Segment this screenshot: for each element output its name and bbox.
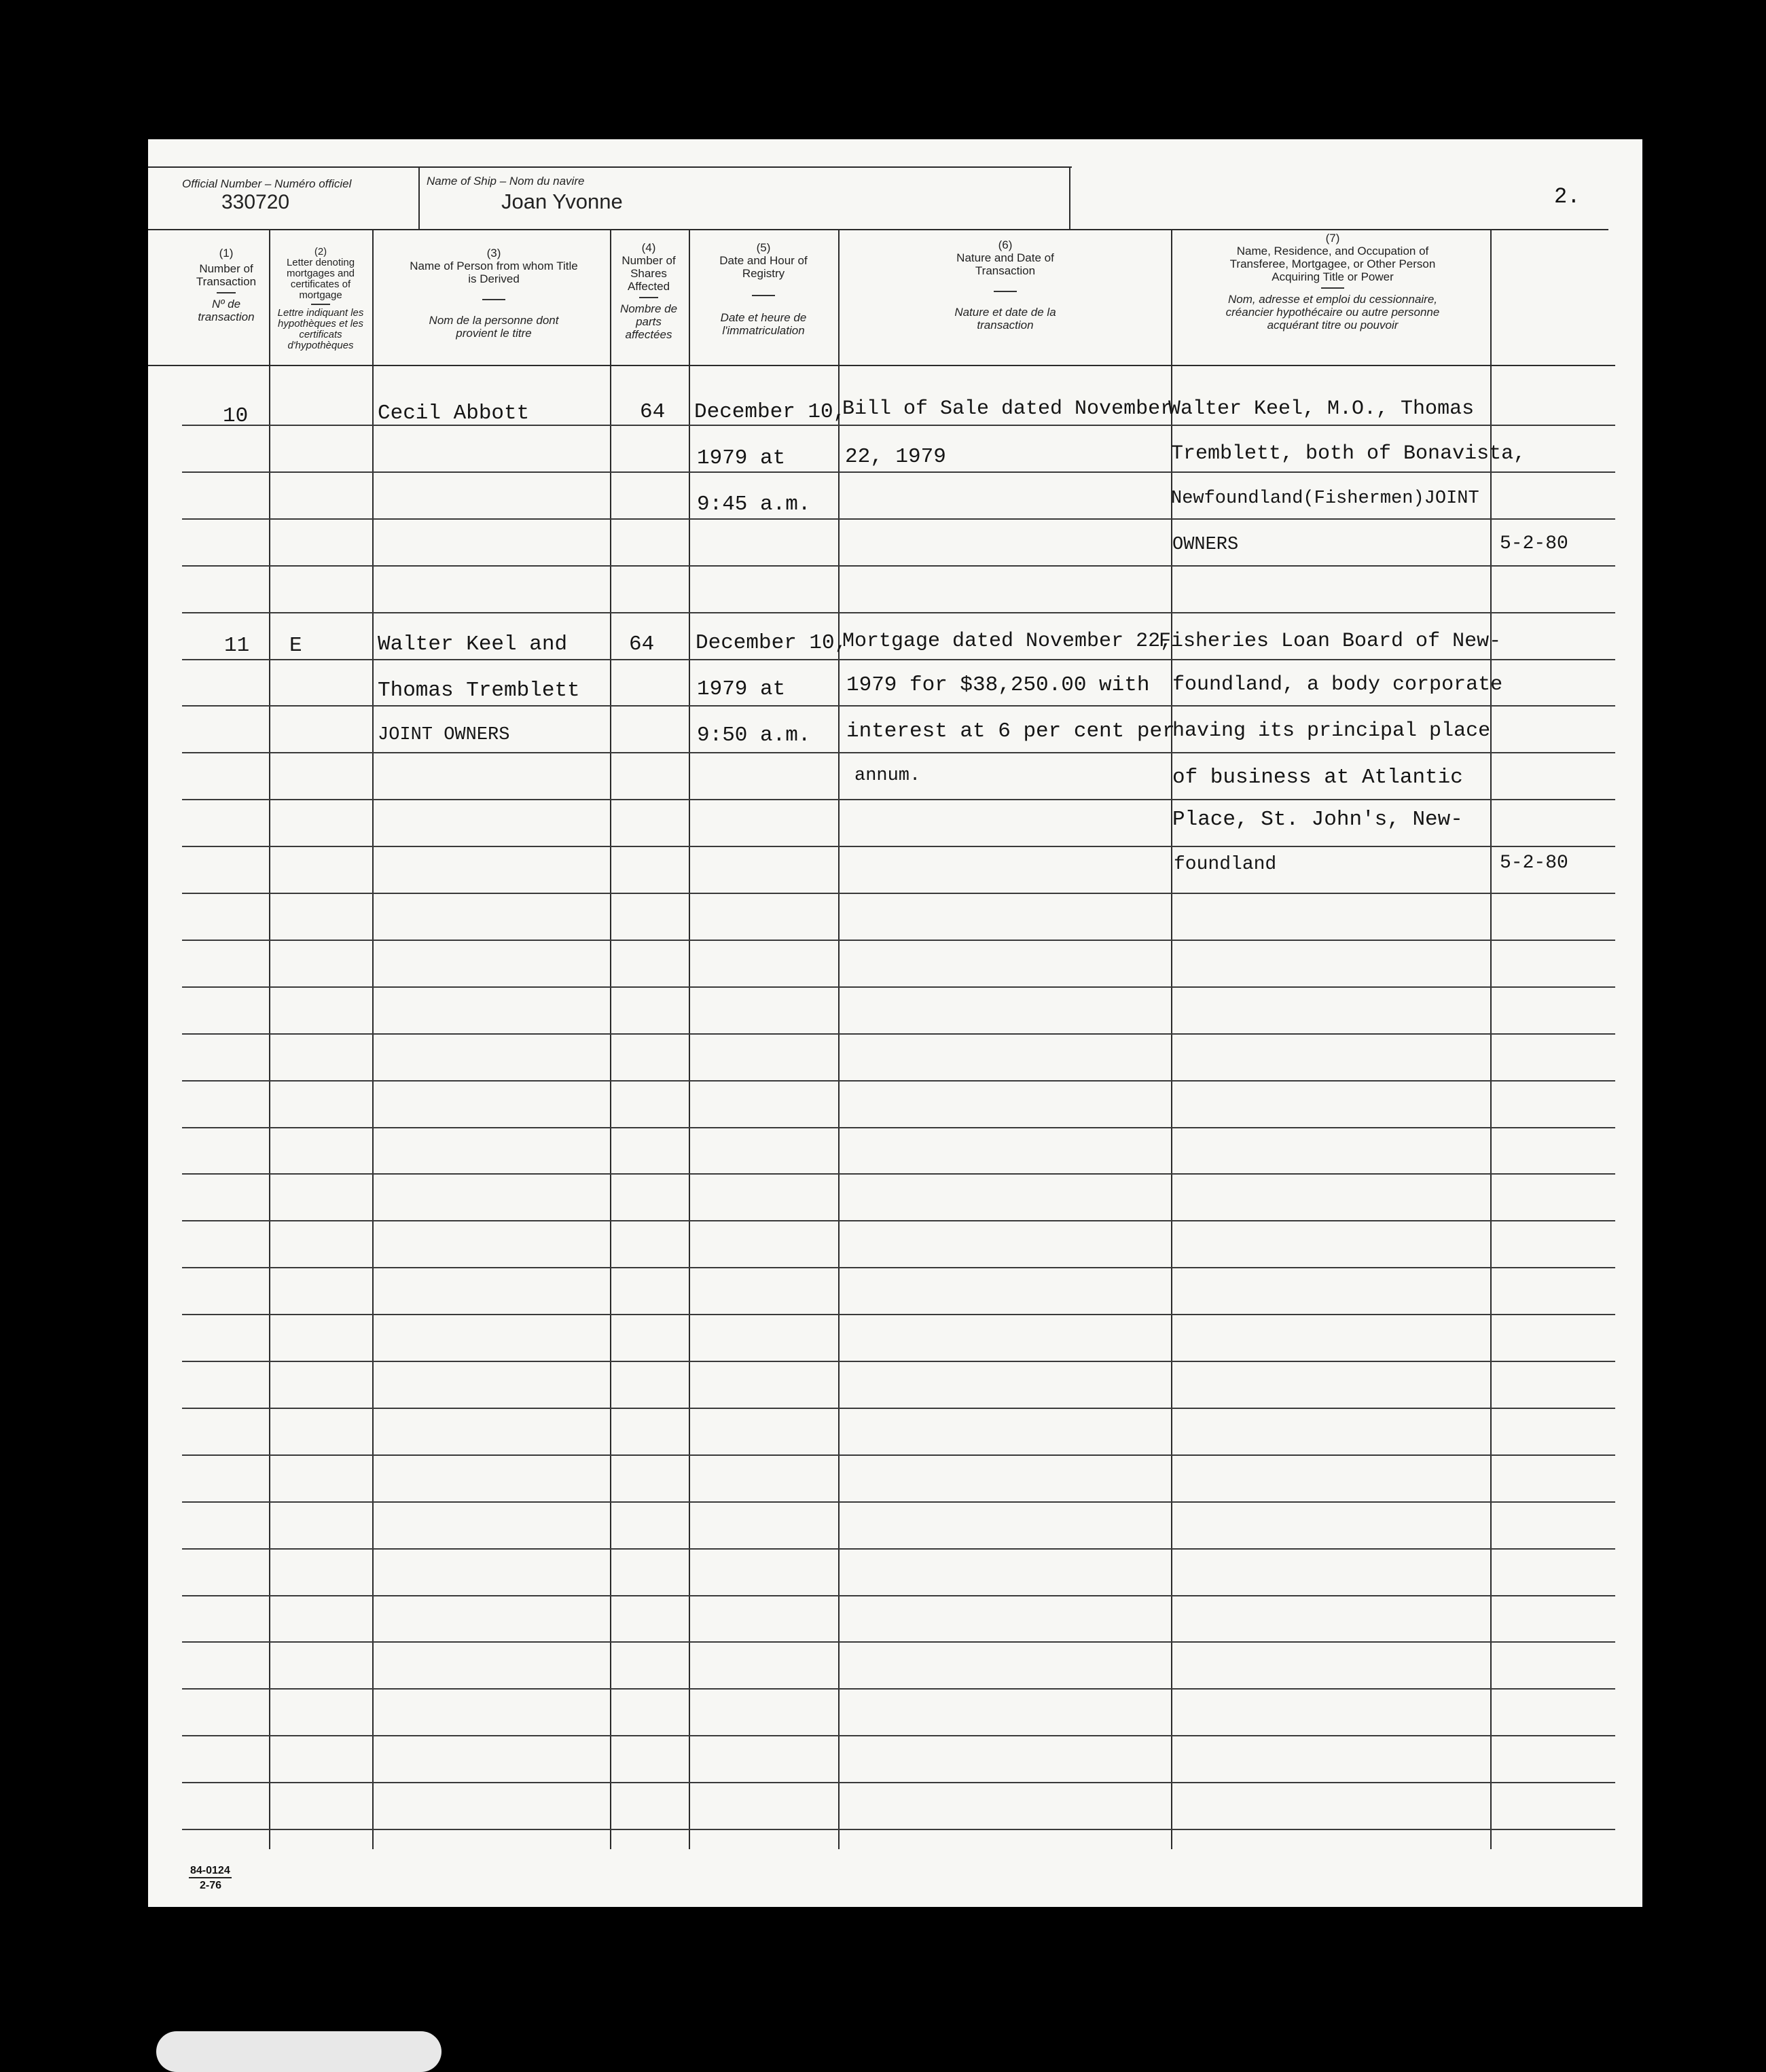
- ruled-line: [182, 659, 1615, 660]
- ruled-line: [182, 1548, 1615, 1550]
- ruled-line: [182, 1595, 1615, 1596]
- transferee-line: Walter Keel, M.O., Thomas: [1168, 397, 1475, 421]
- header-ship-box-left: [418, 166, 420, 229]
- column-header-top-rule: [148, 229, 1608, 230]
- ruled-line: [182, 1314, 1615, 1315]
- date-note: 5-2-80: [1500, 853, 1568, 874]
- register-page: [148, 139, 1642, 1907]
- transferee-line: of business at Atlantic: [1172, 766, 1463, 789]
- column-number: (1): [219, 247, 234, 260]
- ship-name-label: Name of Ship – Nom du navire: [427, 175, 585, 187]
- registry-line: December 10,: [694, 400, 846, 424]
- transferee-line: Fisheries Loan Board of New-: [1159, 630, 1502, 653]
- column-number: (5): [756, 241, 771, 254]
- ruled-line: [182, 893, 1615, 894]
- ruled-line: [182, 471, 1615, 473]
- scan-edge: [156, 2031, 442, 2072]
- column-title-en: Number of Transaction: [196, 262, 257, 288]
- ruled-line: [182, 1173, 1615, 1175]
- column-title-en: Date and Hour of Registry: [719, 254, 808, 280]
- column-header-7: [1176, 232, 1489, 332]
- nature-line: Bill of Sale dated November: [842, 397, 1173, 421]
- column-number: (4): [641, 241, 656, 254]
- form-number: 84-0124: [189, 1865, 232, 1878]
- ruled-line: [182, 1127, 1615, 1128]
- column-header-6: [842, 238, 1168, 332]
- ruled-line: [182, 1501, 1615, 1503]
- header-ship-box-right: [1069, 166, 1070, 229]
- from-line: Walter Keel and: [378, 632, 568, 656]
- column-number: (3): [486, 247, 501, 260]
- registry-line: 1979 at: [697, 677, 786, 701]
- ruled-line: [182, 1033, 1615, 1035]
- header-top-rule: [148, 166, 1072, 168]
- transferee-line: Tremblett, both of Bonavista,: [1171, 442, 1526, 465]
- nature-line: annum.: [854, 766, 921, 786]
- nature-line: Mortgage dated November 22,: [842, 630, 1173, 653]
- ruled-line: [182, 1220, 1615, 1221]
- transferee-line: having its principal place: [1172, 719, 1491, 743]
- ruled-line: [182, 1408, 1615, 1409]
- ruled-line: [182, 799, 1615, 800]
- transferee-line: foundland: [1174, 854, 1277, 875]
- column-title-en: Name, Residence, and Occupation of Transferee, Mortgagee, or Other Person Acquiring Title or Power: [1229, 245, 1436, 283]
- column-dash: [482, 299, 505, 300]
- column-title-en: Nature and Date of Transaction: [956, 251, 1054, 277]
- column-dash: [994, 291, 1017, 292]
- ruled-line: [182, 518, 1615, 520]
- official-number-label: Official Number – Numéro officiel: [182, 177, 352, 190]
- ruled-line: [182, 1782, 1615, 1783]
- column-title-fr: Lettre indiquant les hypothèques et les certificats d'hypothèques: [277, 307, 364, 351]
- registry-line: December 10,: [696, 631, 848, 655]
- transaction-number: 11: [224, 634, 250, 658]
- ruled-line: [182, 705, 1615, 707]
- transaction-number: 10: [223, 404, 249, 428]
- ruled-line: [182, 752, 1615, 753]
- column-title-fr: Nom, adresse et emploi du cessionnaire, créancier hypothécaire ou autre personne acquérant titre ou pouvoir: [1225, 293, 1440, 332]
- from-line: Thomas Tremblett: [378, 679, 580, 702]
- column-number: (6): [998, 238, 1013, 251]
- column-header-bottom-rule: [148, 365, 1615, 366]
- transferee-line: Newfoundland(Fishermen)JOINT: [1171, 488, 1479, 509]
- column-header-1: [183, 247, 269, 323]
- column-header-2: [270, 247, 371, 351]
- ruled-line: [182, 565, 1615, 567]
- column-dash: [1321, 287, 1344, 289]
- nature-line: 22, 1979: [845, 445, 946, 469]
- column-title-fr: Nombre de parts affectées: [619, 302, 678, 341]
- ruled-line: [182, 1454, 1615, 1456]
- column-number: (7): [1325, 232, 1340, 245]
- ruled-line: [182, 846, 1615, 847]
- column-title-en: Name of Person from whom Title is Derived: [410, 260, 578, 285]
- form-date: 2-76: [200, 1880, 222, 1891]
- column-title-fr: Nature et date de la transaction: [954, 306, 1056, 332]
- ruled-line: [182, 1361, 1615, 1362]
- nature-line: 1979 for $38,250.00 with: [846, 673, 1150, 697]
- registry-line: 9:45 a.m.: [697, 493, 811, 516]
- page-number: 2.: [1554, 184, 1581, 209]
- column-header-5: [691, 241, 835, 337]
- column-title-fr: Nº de transaction: [198, 298, 255, 323]
- ruled-line: [182, 1267, 1615, 1268]
- transferee-line: Place, St. John's, New-: [1172, 808, 1463, 832]
- column-title-en: Number of Shares Affected: [621, 254, 676, 293]
- column-title-fr: Nom de la personne dont provient le titre: [429, 314, 559, 340]
- ruled-line: [182, 612, 1615, 613]
- column-dash: [311, 304, 330, 305]
- nature-line: interest at 6 per cent per: [846, 719, 1175, 743]
- registry-line: 1979 at: [697, 446, 786, 470]
- column-header-3: [382, 247, 606, 340]
- ruled-line: [182, 1735, 1615, 1736]
- registry-line: 9:50 a.m.: [697, 724, 811, 747]
- ruled-line: [182, 1080, 1615, 1082]
- column-dash: [752, 295, 775, 296]
- ruled-line: [182, 986, 1615, 988]
- from-line: JOINT OWNERS: [378, 725, 510, 745]
- from-line: Cecil Abbott: [378, 401, 530, 425]
- date-note: 5-2-80: [1500, 533, 1568, 554]
- transferee-line: OWNERS: [1172, 535, 1239, 555]
- ruled-line: [182, 1688, 1615, 1690]
- column-dash: [217, 292, 236, 293]
- column-number: (2): [314, 246, 327, 257]
- ruled-line: [182, 1641, 1615, 1643]
- ruled-line: [182, 940, 1615, 941]
- column-dash: [639, 297, 658, 298]
- mortgage-letter: E: [289, 634, 302, 658]
- shares: 64: [640, 400, 666, 424]
- column-title-fr: Date et heure de l'immatriculation: [720, 311, 807, 337]
- shares: 64: [629, 632, 655, 656]
- ruled-line: [182, 1829, 1615, 1830]
- column-header-4: [613, 241, 685, 341]
- transferee-line: foundland, a body corporate: [1172, 673, 1503, 696]
- ship-name: Joan Yvonne: [501, 190, 623, 213]
- column-title-en: Letter denoting mortgages and certificates of mortgage: [286, 257, 355, 301]
- official-number: 330720: [221, 191, 290, 213]
